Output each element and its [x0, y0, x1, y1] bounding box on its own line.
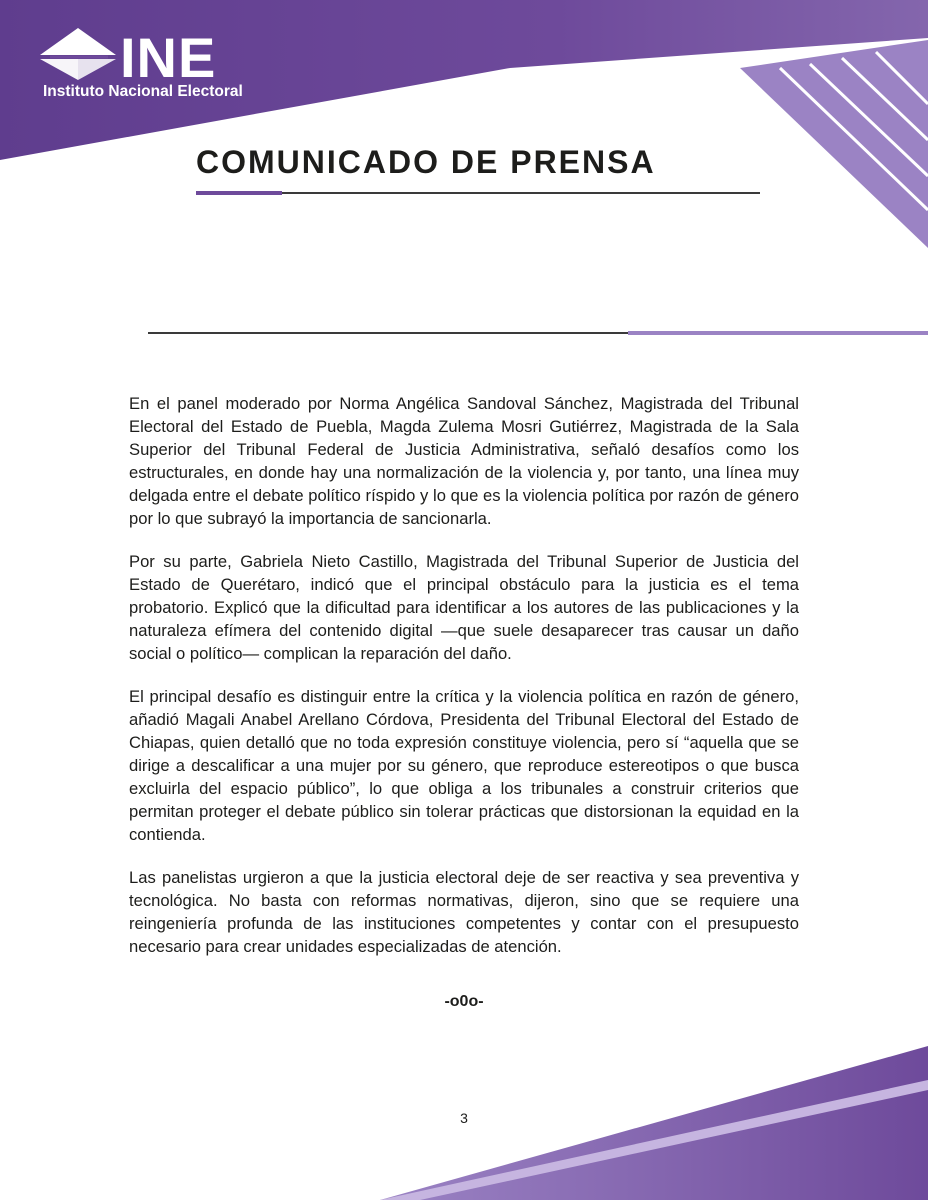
ine-logo-mark	[40, 28, 118, 80]
paragraph: Por su parte, Gabriela Nieto Castillo, Magistrada del Tribunal Superior de Justicia del Estado de Querétaro, indicó que el principal obstáculo para la justicia es el tema probatorio. Explicó que la dificultad para identificar a los autores de las publicaciones y la naturaleza efímera del contenido digital —que suele desaparecer tras causar un daño social o político— complican la reparación del daño.	[129, 552, 799, 663]
ine-logo-subtitle: Instituto Nacional Electoral	[43, 83, 243, 100]
headline-rule	[282, 192, 760, 194]
headline-rule-accent	[196, 191, 282, 195]
press-release-body	[129, 392, 799, 978]
ine-logo-wordmark: INE	[120, 26, 217, 89]
paragraph: En el panel moderado por Norma Angélica Sandoval Sánchez, Magistrada del Tribunal Electoral del Estado de Puebla, Magda Zulema Mosri Gutiérrez, Magistrada de la Sala Superior del Tribunal Federal de Justicia Administrativa, señaló desafíos como los estructurales, en donde hay una normalización de la violencia y, por tanto, una línea muy delgada entre el debate político ríspido y lo que es la violencia política por razón de género por lo que subrayó la importancia de sancionarla.	[129, 394, 799, 528]
page-number: 3	[460, 1110, 468, 1126]
page-title: COMUNICADO DE PRENSA	[196, 144, 656, 180]
closing-mark: -o0o-	[444, 993, 484, 1010]
header-side-panel	[740, 40, 928, 248]
paragraph: El principal desafío es distinguir entre la crítica y la violencia política en razón de género, añadió Magali Anabel Arellano Córdova, Presidenta del Tribunal Electoral del Estado de Chiapas, quien detalló que no toda expresión constituye violencia, pero sí “aquella que se dirige a descalificar a una mujer por su género, que reproduce estereotipos o que busca excluirla del espacio público”, lo que obliga a los tribunales a construir criterios que permitan proteger el debate público sin tolerar prácticas que distorsionan la equidad en la contienda.	[129, 687, 799, 844]
ine-logo	[40, 28, 280, 108]
paragraph: Las panelistas urgieron a que la justicia electoral deje de ser reactiva y sea preventiva y tecnológica. No basta con reformas normativas, dijeron, sino que se requiere una reingeniería profunda de las instituciones competentes y contar con el presupuesto necesario para crear unidades especializadas de atención.	[129, 868, 799, 956]
section-rule	[148, 332, 628, 334]
section-rule-accent	[628, 331, 928, 335]
